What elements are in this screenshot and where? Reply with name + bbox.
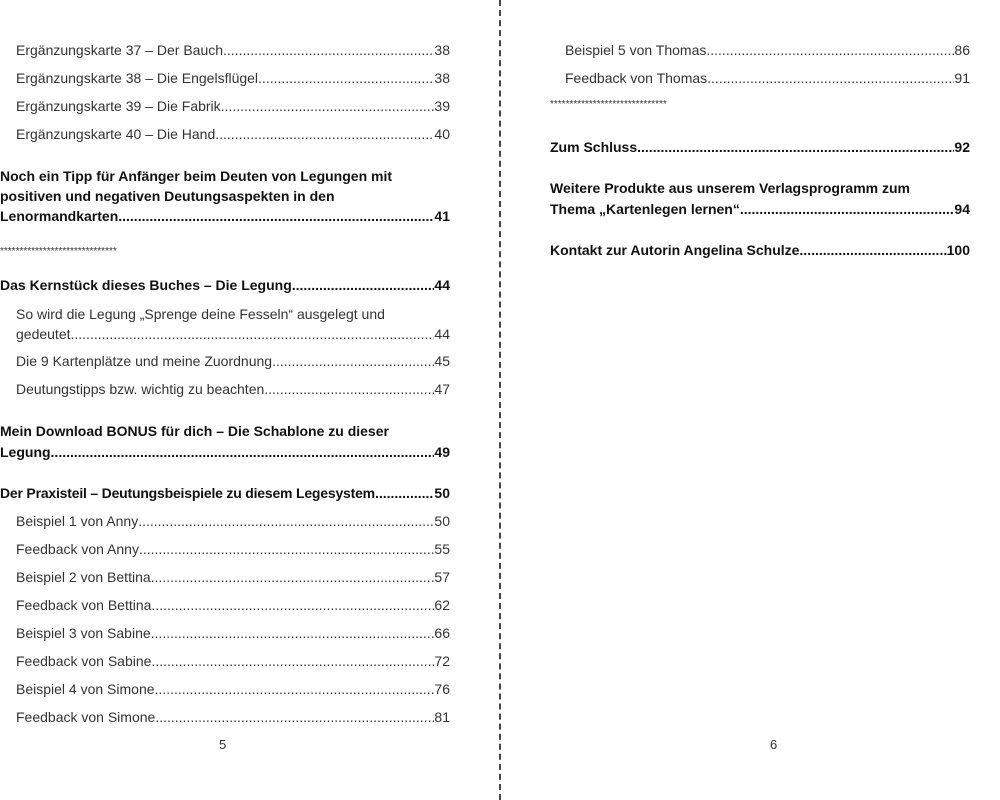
toc-leader-dots (71, 324, 435, 344)
toc-entry-title: Beispiel 4 von Simone (16, 681, 155, 697)
toc-leader-dots (292, 275, 435, 295)
toc-entry-praxis-2[interactable] (16, 540, 450, 558)
toc-leader-dots (51, 442, 435, 463)
toc-leader-dots (637, 137, 954, 157)
toc-heading-title: Zum Schluss (550, 139, 638, 155)
toc-entry-title: Ergänzungskarte 40 – Die Hand (16, 126, 216, 142)
toc-leader-dots (264, 380, 434, 398)
toc-entry-page: 55 (434, 541, 450, 557)
toc-heading-bonus[interactable] (0, 421, 450, 463)
toc-entry-page: 62 (434, 597, 450, 613)
toc-entry-thomas-feedback[interactable] (565, 69, 970, 87)
page-number: 5 (219, 737, 227, 752)
toc-leader-dots (215, 125, 434, 143)
toc-entry-title: Beispiel 1 von Anny (16, 513, 139, 529)
toc-leader-dots (707, 69, 954, 87)
toc-heading-page: 41 (434, 208, 450, 224)
toc-leader-dots (155, 708, 434, 726)
toc-heading-produkte[interactable] (550, 178, 970, 220)
star-separator: ****************************** (0, 246, 117, 257)
toc-entry-title: Feedback von Simone (16, 709, 156, 725)
toc-entry-title: Beispiel 5 von Thomas (565, 42, 707, 58)
toc-entry-title: Beispiel 3 von Sabine (16, 625, 151, 641)
toc-entry-praxis-6[interactable] (16, 652, 450, 670)
toc-entry-page: 57 (434, 569, 450, 585)
toc-entry-title: Feedback von Thomas (565, 70, 708, 86)
toc-leader-dots (151, 652, 434, 670)
toc-leader-dots (138, 512, 434, 530)
toc-leader-dots (223, 41, 434, 59)
toc-entry-page: 38 (434, 70, 450, 86)
toc-entry-praxis-5[interactable] (16, 624, 450, 642)
toc-entry-page: 76 (434, 681, 450, 697)
toc-entry-page: 72 (434, 653, 450, 669)
toc-leader-dots (151, 568, 435, 586)
toc-heading-page: 92 (954, 139, 970, 155)
toc-entry-praxis-7[interactable] (16, 680, 450, 698)
toc-entry-page: 50 (434, 513, 450, 529)
left-page (0, 0, 450, 800)
toc-entry-title: So wird die Legung „Sprenge deine Fesseln“ ausgelegt und (16, 306, 385, 322)
toc-entry-thomas-beispiel[interactable] (565, 41, 970, 59)
toc-entry-praxis-3[interactable] (16, 568, 450, 586)
toc-leader-dots (118, 206, 434, 226)
toc-leader-dots (155, 680, 435, 698)
toc-entry-title: Beispiel 2 von Bettina (16, 569, 151, 585)
toc-heading-kontakt[interactable] (550, 240, 970, 260)
toc-leader-dots (272, 352, 434, 370)
toc-entry-title: Feedback von Bettina (16, 597, 152, 613)
toc-entry-erg40[interactable] (16, 125, 450, 143)
toc-heading-praxis[interactable] (0, 483, 450, 503)
toc-heading-line: Legung (0, 444, 51, 460)
toc-leader-dots (375, 483, 434, 503)
toc-heading-title: Der Praxisteil – Deutungsbeispiele zu diesem Legesystem (0, 485, 375, 501)
toc-entry-title: Deutungstipps bzw. wichtig zu beachten (16, 381, 265, 397)
toc-heading-line: Weitere Produkte aus unserem Verlagsprogramm zum (550, 180, 910, 196)
toc-heading-page: 49 (434, 444, 450, 460)
toc-heading-page: 44 (434, 277, 450, 293)
toc-entry-sprenge[interactable] (16, 304, 450, 344)
toc-entry-title: Die 9 Kartenplätze und meine Zuordnung (16, 353, 273, 369)
toc-entry-page: 66 (434, 625, 450, 641)
toc-heading-schluss[interactable] (550, 137, 970, 157)
toc-leader-dots (258, 69, 434, 87)
toc-heading-line: positiven und negativen Deutungsaspekten in den (0, 188, 335, 204)
toc-leader-dots (221, 97, 435, 115)
toc-leader-dots (139, 540, 434, 558)
page-number: 6 (770, 737, 778, 752)
toc-entry-title: Ergänzungskarte 39 – Die Fabrik (16, 98, 221, 114)
toc-entry-erg39[interactable] (16, 97, 450, 115)
toc-heading-page: 100 (946, 242, 970, 258)
toc-entry-title: Ergänzungskarte 37 – Der Bauch (16, 42, 224, 58)
toc-entry-page: 91 (954, 70, 970, 86)
toc-heading-tipp[interactable] (0, 166, 450, 226)
toc-heading-page: 94 (954, 201, 970, 217)
toc-entry-title: Feedback von Sabine (16, 653, 152, 669)
toc-entry-erg38[interactable] (16, 69, 450, 87)
toc-entry-deutungstipps[interactable] (16, 380, 450, 398)
toc-entry-page: 45 (434, 353, 450, 369)
toc-entry-title: Ergänzungskarte 38 – Die Engelsflügel (16, 70, 259, 86)
toc-heading-line: Lenormandkarten (0, 208, 119, 224)
toc-entry-page: 86 (954, 42, 970, 58)
toc-entry-kartenplaetze[interactable] (16, 352, 450, 370)
toc-heading-line: Thema „Kartenlegen lernen“ (550, 201, 740, 217)
star-separator: ****************************** (550, 99, 667, 110)
toc-heading-page: 50 (434, 485, 450, 501)
toc-entry-page: 47 (434, 381, 450, 397)
toc-entry-page: 38 (434, 42, 450, 58)
toc-entry-page: 81 (434, 709, 450, 725)
right-page (548, 0, 970, 800)
toc-heading-line: Mein Download BONUS für dich – Die Schablone zu dieser (0, 423, 389, 439)
toc-entry-page: 39 (434, 98, 450, 114)
toc-entry-title: gedeutet (16, 326, 71, 342)
toc-leader-dots (151, 596, 434, 614)
toc-entry-praxis-8[interactable] (16, 708, 450, 726)
toc-heading-title: Kontakt zur Autorin Angelina Schulze (550, 242, 800, 258)
toc-heading-line: Noch ein Tipp für Anfänger beim Deuten von Legungen mit (0, 168, 393, 184)
toc-entry-praxis-4[interactable] (16, 596, 450, 614)
toc-leader-dots (706, 41, 954, 59)
toc-heading-kernstueck[interactable] (0, 275, 450, 295)
toc-entry-erg37[interactable] (16, 41, 450, 59)
toc-heading-title: Das Kernstück dieses Buches – Die Legung (0, 277, 292, 293)
toc-entry-page: 44 (434, 326, 450, 342)
page-divider (499, 0, 501, 800)
toc-leader-dots (799, 240, 946, 260)
toc-leader-dots (740, 199, 955, 220)
toc-entry-title: Feedback von Anny (16, 541, 139, 557)
toc-entry-praxis-1[interactable] (16, 512, 450, 530)
toc-entry-page: 40 (434, 126, 450, 142)
toc-leader-dots (151, 624, 435, 642)
